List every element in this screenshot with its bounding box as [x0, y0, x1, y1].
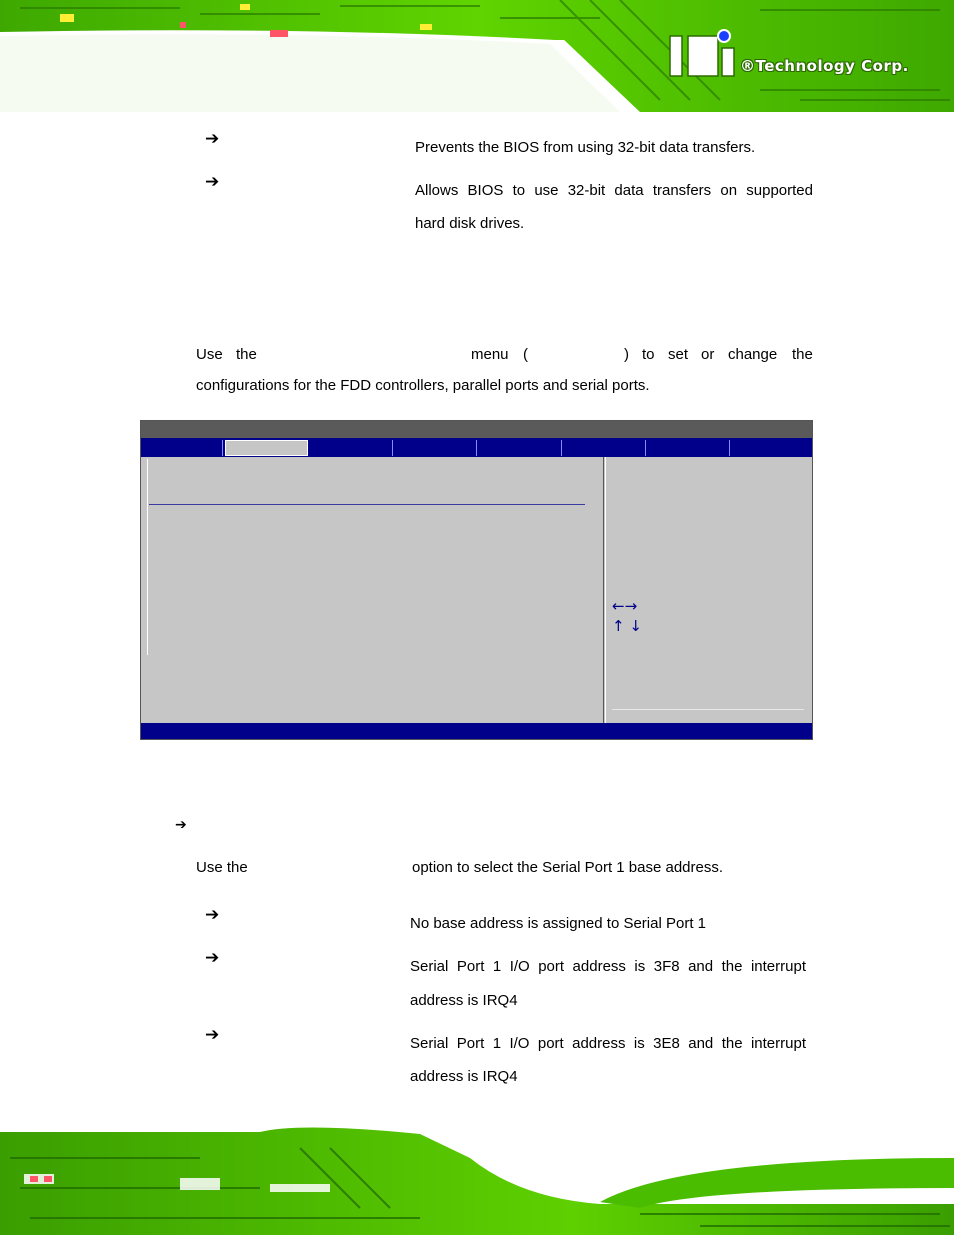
option-arrow-icon: ➔	[205, 129, 220, 149]
bios-settings-panel	[147, 459, 603, 655]
up-down-arrow-key-icon: ↑ ↓	[612, 617, 642, 635]
intro-word: change	[728, 346, 778, 363]
left-right-arrow-key-icon: ←→	[612, 597, 638, 615]
option-arrow-icon: ➔	[205, 905, 220, 925]
bios-tab[interactable]	[646, 440, 730, 456]
bios-title-bar	[141, 421, 812, 438]
option-description-continued: address is IRQ4	[410, 1068, 518, 1085]
intro-word: (	[523, 346, 528, 363]
bios-tab-active[interactable]	[225, 440, 308, 456]
option-arrow-icon: ➔	[205, 948, 220, 968]
intro-line-2: configurations for the FDD controllers, parallel ports and serial ports.	[196, 377, 650, 394]
intro-word: set	[668, 346, 689, 363]
bios-tab[interactable]	[562, 440, 646, 456]
bios-tab[interactable]	[730, 440, 812, 456]
bios-tab[interactable]	[143, 440, 223, 456]
bios-help-divider	[612, 709, 804, 710]
section-arrow-icon: ➔	[175, 817, 187, 833]
bios-divider	[149, 504, 585, 505]
option-description: Allows BIOS to use 32-bit data transfers on supported	[415, 182, 813, 199]
bios-tab[interactable]	[309, 440, 393, 456]
intro-word: Use	[196, 346, 223, 363]
option-description: Prevents the BIOS from using 32-bit data transfers.	[415, 139, 756, 156]
option-description-continued: hard disk drives.	[415, 215, 525, 232]
intro-word: the	[792, 346, 813, 363]
option-description: No base address is assigned to Serial Port 1	[410, 915, 706, 932]
circuit-board-header-image	[0, 0, 954, 112]
bios-tab[interactable]	[478, 440, 562, 456]
bios-panel-separator	[603, 457, 604, 723]
footer-banner	[0, 1118, 954, 1235]
option-arrow-icon: ➔	[205, 172, 220, 192]
intro-word: to	[642, 346, 655, 363]
bios-menu-bar	[141, 438, 812, 457]
option-description-continued: address is IRQ4	[410, 992, 518, 1009]
intro-word: menu	[471, 346, 509, 363]
header-banner	[0, 0, 954, 112]
serial-intro-right: option to select the Serial Port 1 base address.	[412, 859, 724, 876]
logo-tagline: ®Technology Corp.	[740, 57, 909, 75]
circuit-board-footer-image	[0, 1118, 954, 1235]
option-arrow-icon: ➔	[205, 1025, 220, 1045]
intro-word: )	[624, 346, 629, 363]
bios-screenshot	[140, 420, 813, 740]
bios-panel-separator	[605, 457, 606, 723]
option-description: Serial Port 1 I/O port address is 3E8 and the interrupt	[410, 1035, 806, 1052]
bios-tab[interactable]	[394, 440, 477, 456]
bios-status-bar	[141, 723, 812, 739]
option-description: Serial Port 1 I/O port address is 3F8 and the interrupt	[410, 958, 806, 975]
intro-word: or	[701, 346, 715, 363]
intro-word: the	[236, 346, 257, 363]
serial-intro-left: Use the	[196, 859, 248, 876]
